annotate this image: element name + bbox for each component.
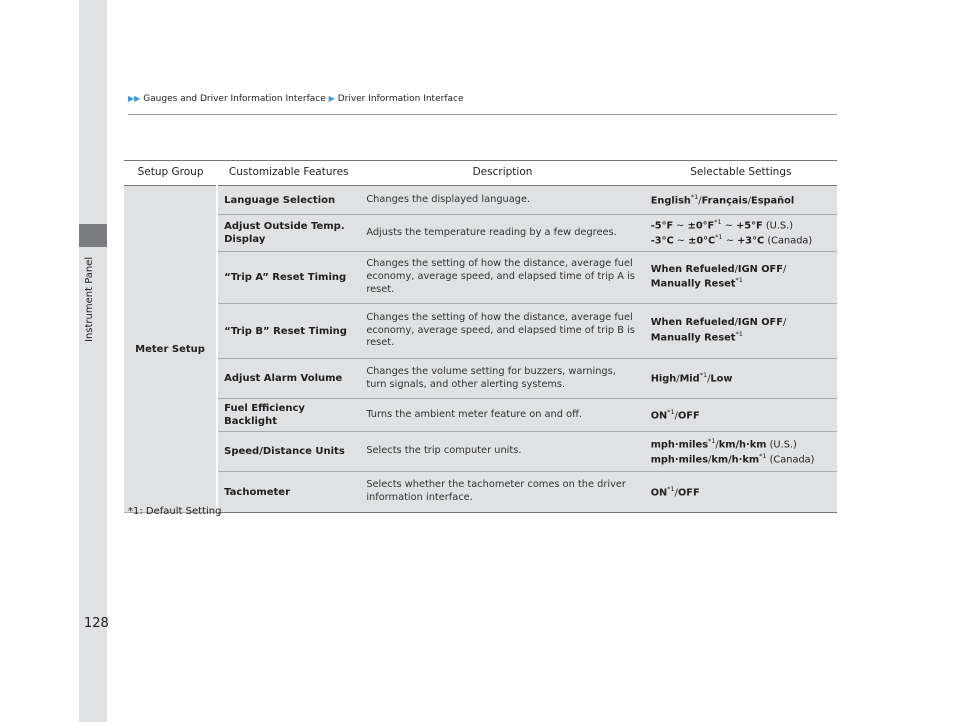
separator: ~: [673, 220, 688, 232]
description-cell: Changes the setting of how the distance, average fuel economy, average speed, and elapsed time of trip B is reset.: [360, 304, 644, 359]
setting-option: mph·miles: [650, 438, 709, 450]
separator: ~: [722, 235, 738, 247]
setting-option: km/h·km: [711, 453, 760, 465]
settings-cell: [645, 215, 837, 252]
default-marker: *1: [735, 276, 743, 285]
setting-option: ±0°F: [687, 220, 715, 232]
setting-option: +3°C: [737, 235, 765, 247]
description-cell: Changes the volume setting for buzzers, warnings, turn signals, and other alerting systems.: [360, 359, 644, 399]
setting-option: +5°F: [736, 220, 763, 232]
setting-option: OFF: [677, 409, 700, 421]
separator: /: [674, 486, 678, 498]
default-marker: *1: [735, 329, 743, 338]
default-marker: *1: [690, 192, 699, 201]
separator: /: [782, 317, 787, 329]
separator: ~: [721, 220, 737, 232]
feature-cell: Fuel Efficiency Backlight: [217, 399, 360, 432]
setting-option: km/h·km: [718, 438, 767, 450]
settings-cell: [645, 472, 837, 513]
customizable-features-table: [124, 160, 837, 513]
breadcrumb: [128, 94, 464, 104]
default-marker: *1: [715, 233, 723, 241]
feature-cell: “Trip A” Reset Timing: [217, 252, 360, 304]
separator: ~: [673, 235, 689, 247]
setting-option: Français: [701, 194, 748, 206]
setting-option: ON: [650, 486, 668, 498]
feature-cell: Speed/Distance Units: [217, 432, 360, 472]
default-marker: *1: [759, 451, 767, 460]
setting-option: Manually Reset: [650, 332, 736, 344]
setting-option: ON: [650, 409, 668, 421]
region-note: (Canada): [766, 453, 815, 465]
table-row: [124, 432, 837, 472]
table-header-row: [124, 161, 837, 186]
default-marker: *1: [667, 407, 675, 416]
setting-option: When Refueled: [650, 263, 735, 275]
description-cell: Changes the setting of how the distance, average fuel economy, average speed, and elapsed time of trip A is reset.: [360, 252, 644, 304]
column-header-features: Customizable Features: [217, 161, 360, 186]
page-number: 128: [84, 616, 109, 631]
feature-cell: Language Selection: [217, 186, 360, 215]
header-divider: [128, 114, 837, 115]
settings-cell: [645, 304, 837, 359]
table-row: [124, 472, 837, 513]
setting-option: IGN OFF: [737, 263, 783, 275]
setting-option: High: [650, 373, 677, 385]
separator: /: [698, 194, 702, 206]
setting-option: Español: [751, 194, 795, 206]
setting-line-us: [651, 437, 831, 452]
setting-line-canada: [651, 233, 831, 248]
settings-cell: [645, 432, 837, 472]
setting-option: When Refueled: [650, 317, 735, 329]
setting-option: -3°C: [650, 235, 674, 247]
feature-cell: Adjust Outside Temp. Display: [217, 215, 360, 252]
settings-cell: [645, 399, 837, 432]
separator: /: [734, 317, 738, 329]
breadcrumb-arrow-icon: ▶: [328, 94, 335, 103]
separator: /: [715, 438, 719, 450]
setting-option: IGN OFF: [737, 317, 783, 329]
setup-group-cell: Meter Setup: [124, 186, 217, 513]
table-row: [124, 252, 837, 304]
region-note: (U.S.): [762, 220, 794, 232]
breadcrumb-arrow-icon: ▶▶: [128, 94, 141, 103]
column-header-description: Description: [360, 161, 644, 186]
breadcrumb-item[interactable]: Driver Information Interface: [337, 94, 464, 104]
region-note: (Canada): [764, 235, 813, 247]
separator: /: [782, 263, 787, 275]
table-row: [124, 399, 837, 432]
description-cell: Turns the ambient meter feature on and off.: [360, 399, 644, 432]
table-row: [124, 215, 837, 252]
description-cell: Adjusts the temperature reading by a few degrees.: [360, 215, 644, 252]
settings-cell: [645, 359, 837, 399]
setting-option: Low: [710, 373, 733, 385]
description-cell: Selects whether the tachometer comes on the driver information interface.: [360, 472, 644, 513]
feature-cell: Tachometer: [217, 472, 360, 513]
setting-line-us: [651, 218, 831, 233]
setting-option: ±0°C: [688, 235, 716, 247]
separator: /: [707, 373, 711, 385]
settings-cell: [645, 252, 837, 304]
tab-band-top: [79, 0, 107, 224]
default-marker: *1: [699, 371, 708, 379]
setting-option: OFF: [677, 486, 700, 498]
footnote-default-setting: *1: Default Setting: [128, 506, 222, 517]
default-marker: *1: [708, 436, 716, 445]
separator: /: [676, 373, 680, 385]
breadcrumb-item[interactable]: Gauges and Driver Information Interface: [143, 94, 326, 104]
region-note: (U.S.): [766, 438, 797, 450]
description-cell: Selects the trip computer units.: [360, 432, 644, 472]
section-side-label: Instrument Panel: [84, 256, 95, 342]
separator: /: [747, 194, 752, 206]
feature-cell: “Trip B” Reset Timing: [217, 304, 360, 359]
tab-active-marker: [79, 224, 107, 247]
section-tab-strip: [0, 0, 107, 722]
table-row: [124, 304, 837, 359]
default-marker: *1: [667, 484, 675, 493]
setting-option: Mid: [679, 373, 700, 385]
setting-line-canada: [651, 452, 831, 467]
default-marker: *1: [714, 218, 722, 226]
description-cell: Changes the displayed language.: [360, 186, 644, 215]
setting-option: -5°F: [650, 220, 674, 232]
feature-cell: Adjust Alarm Volume: [217, 359, 360, 399]
setting-option: mph·miles: [650, 453, 709, 465]
column-header-setup-group: Setup Group: [124, 161, 217, 186]
setting-option: Manually Reset: [650, 278, 736, 290]
separator: /: [734, 263, 738, 275]
separator: /: [674, 409, 678, 421]
setting-option: English: [650, 194, 691, 206]
column-header-settings: Selectable Settings: [645, 161, 837, 186]
settings-cell: [645, 186, 837, 215]
table-row: [124, 186, 837, 215]
separator: /: [708, 453, 712, 465]
table-row: [124, 359, 837, 399]
